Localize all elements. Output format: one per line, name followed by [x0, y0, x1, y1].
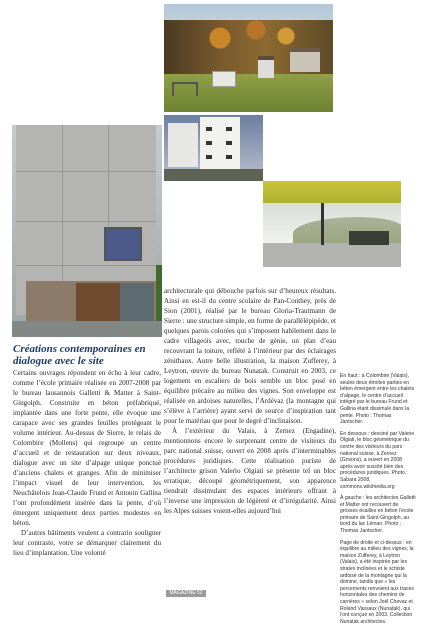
autumn-trees: [184, 14, 304, 54]
panel-seam: [62, 125, 63, 281]
caption: Page de droite et ci-dessus : en équilibre au milieu des vignes, la maison Zufferey, à Leytron (Valais), a été inspirée par les strates inclinées et le schiste ardoisé de la montagne qui la domine, tandis que « les percements renvoient aux traces horizontales des chemins de carrières » selon Joël Chevaz et Roland Vassaux (Nunatak), qui l’ont conçue en 2003. Collection Nunatak architectes.: [340, 539, 414, 625]
ground: [12, 321, 162, 337]
photo-zernez-visitor-center: [164, 115, 263, 181]
chalet: [290, 48, 320, 72]
paragraph: D’autres bâtiments veulent a contrario souligner leur contraste, votre se démarquer clairement du lieu d’implantation. Une volonté: [13, 529, 161, 557]
ground: [164, 169, 263, 181]
concrete-frame: [172, 82, 198, 96]
photo-pan-conthey-canopy: [263, 181, 401, 267]
text-column-2: [164, 286, 336, 516]
photo-saint-gingolph-school: [12, 125, 162, 337]
window: [226, 141, 232, 145]
column: [321, 203, 324, 245]
white-building: [168, 123, 198, 167]
facade-window: [104, 227, 142, 261]
caption: À gauche : les architectes Galletti et Matter ont recouvert de grosses écailles en béton l’école primaire de Saint-Gingolph, au bord du lac Léman. Photo : Thomas Jantscher.: [340, 495, 416, 535]
paragraph: Certains ouvrages répondent en écho à leur cadre, comme l’école primaire réalisée en 2007-2008 par le bureau lausannois Galletti & Matter à Saint-Gingolph. Construite en béton préfabriqué, implantée dans une forte pente, elle évoque une carapace avec ses grandes feuilles protégeant le volume intérieur. Au-dessus de Sierre, le relais de Colombire (Mollens) qui regroupe un centre d’accueil et de restauration sur deux niveaux, dialogue avec un site d’alpage unique ponctué d’anciens chalets et granges. Afin de minimiser l’impact visuel de leur intervention, les Neuchâtelois Jean-Claude Frund et Antonin Gallina l’ont profondément insérée dans la pente, d’où émergent uniquement deux parties modestes en béton.: [13, 369, 161, 527]
text-column-1: [13, 368, 161, 558]
white-building: [200, 117, 240, 169]
glazing: [120, 283, 154, 321]
yellow-canopy: [263, 181, 401, 203]
chalet: [258, 56, 274, 78]
window: [206, 155, 212, 159]
photo-colombire-mountain-village: [164, 4, 333, 112]
panel-seam: [108, 125, 109, 225]
panel-seam: [16, 221, 156, 222]
window: [206, 141, 212, 145]
caption: En dessous : dessiné par Valerio Olgiati, le bloc géométrique du centre des visiteurs du parc national suisse, à Zernez (Grisons), a ouvert en 2008 après avoir suscité bien des procédures juridiques. Photo : Sabara 2008, commons.wikimedia.org: [340, 430, 415, 490]
article-title: Créations contemporaines en dialogue avec le site: [13, 343, 146, 367]
paragraph: À l’extérieur du Valais, à Zernez (Engadine), mentionnons encore le surprenant centre de visiteurs du parc national suisse, ouvert en 2008 après d’interminables procédures juridiques. Cette réalisation puriste de l’architecte grison Valerio Olgiati se présente tel un bloc erratique, découpé géométriquement, son apparence tiendrait dissimulant des espaces intérieurs offrant à l’inverse une impression de légèreté et d’irrégularité. Ainsi les Alpes suisses voient-elles aujourd’hui: [164, 427, 336, 515]
vegetation: [156, 265, 162, 325]
page-folio: MAGAZINE 52: [166, 590, 206, 597]
shadow: [349, 231, 389, 245]
panel-seam: [16, 265, 156, 266]
window: [226, 155, 232, 159]
concrete-volume: [212, 71, 236, 87]
window: [206, 127, 212, 131]
caption: En haut : à Colombire (Valais), seules deux étroites parties en béton émergent entre les chalets d’alpage, le centre d’accueil intégré par le bureau Frund et Gallina étant dissimulé dans la pente. Photo : Thomas Jantscher.: [340, 373, 415, 426]
paragraph: architecturale qui débouche parfois sur d’heureux résultats. Ainsi en est-il du centre scolaire de Pan-Conthey, près de Sion (2001), réalisé par le bureau Gloria-Trautmann de Sierre : une structure simple, en forme de parallélépipède, et quelques parois colorées qui s’imposent habilement dans le cadre villageois avec, touche de génie, un plan d’eau recouvrant la toiture, reflété à l’intérieur par des éclairages zénithaux. Autre belle illustration, la maison Zufferey, à Leytron, œuvre du bureau Nunatak. Construit en 2003, ce logement en escaliers de bois semble un bloc posé en équilibre précaire au milieu des vignes. Son enveloppe est réalisée en ardoises naturelles, l’Ardévaz (la montagne qui s’élève à l’arrière) ayant servi de source d’inspiration tant pour le matériau que pour le degré d’inclinaison.: [164, 287, 336, 425]
window: [226, 127, 232, 131]
floor: [263, 243, 401, 267]
panel-seam: [16, 171, 156, 172]
photo-captions: [340, 373, 416, 630]
wooden-entrance: [76, 283, 122, 321]
